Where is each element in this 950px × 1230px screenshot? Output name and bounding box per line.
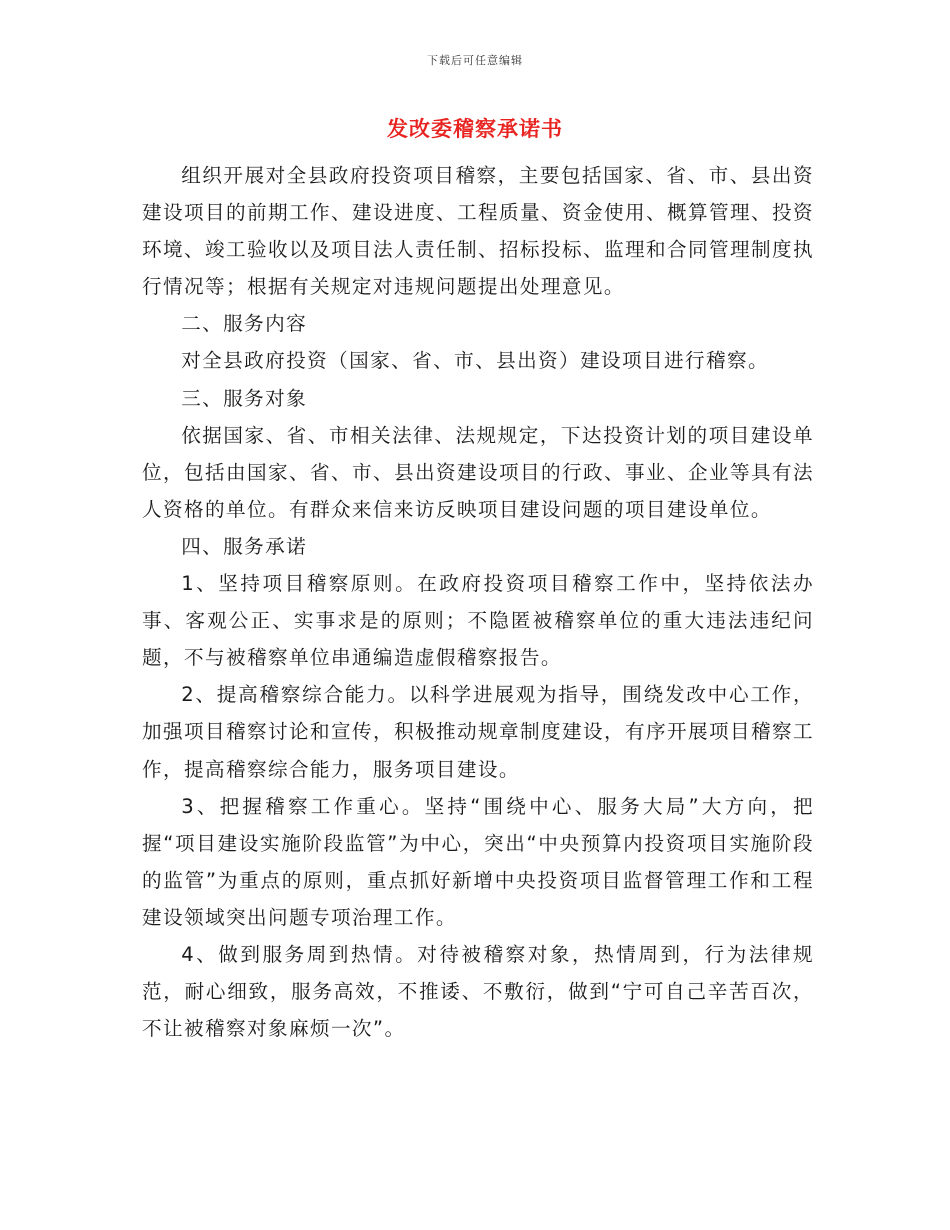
commitment-item: 3、把握稽察工作重心。坚持“围绕中心、服务大局”大方向，把握“项目建设实施阶段监管”为中心，突出“中央预算内投资项目实施阶段的监管”为重点的原则，重点抓好新增中央投资项目监督管理工作和工程建设领域突出问题专项治理工作。	[142, 794, 814, 929]
commitment-item: 4、做到服务周到热情。对待被稽察对象，热情周到，行为法律规范，耐心细致，服务高效，不推诿、不敷衍，做到“宁可自己辛苦百次，不让被稽察对象麻烦一次”。	[142, 942, 814, 1041]
section-heading-service-content: 二、服务内容	[181, 312, 308, 336]
header-note: 下载后可任意编辑	[427, 54, 523, 67]
section-heading-service-commitment: 四、服务承诺	[181, 534, 308, 558]
intro-paragraph: 组织开展对全县政府投资项目稽察，主要包括国家、省、市、县出资建设项目的前期工作、建设进度、工程质量、资金使用、概算管理、投资环境、竣工验收以及项目法人责任制、招标投标、监理和合同管理制度执行情况等；根据有关规定对违规问题提出处理意见。	[142, 164, 814, 299]
commitment-item: 2、提高稽察综合能力。以科学进展观为指导，围绕发改中心工作，加强项目稽察讨论和宣传，积极推动规章制度建设，有序开展项目稽察工作，提高稽察综合能力，服务项目建设。	[142, 683, 814, 781]
service-target-paragraph: 依据国家、省、市相关法律、法规规定，下达投资计划的项目建设单位，包括由国家、省、市、县出资建设项目的行政、事业、企业等具有法人资格的单位。有群众来信来访反映项目建设问题的项目建设单位。	[142, 423, 814, 521]
document-body	[142, 157, 814, 1047]
document-title: 发改委稽察承诺书	[387, 117, 563, 141]
section-heading-service-target: 三、服务对象	[181, 386, 308, 410]
service-content-paragraph: 对全县政府投资（国家、省、市、县出资）建设项目进行稽察。	[181, 349, 770, 373]
commitment-item: 1、坚持项目稽察原则。在政府投资项目稽察工作中，坚持依法办事、客观公正、实事求是的原则；不隐匿被稽察单位的重大违法违纪问题，不与被稽察单位串通编造虚假稽察报告。	[142, 572, 814, 670]
